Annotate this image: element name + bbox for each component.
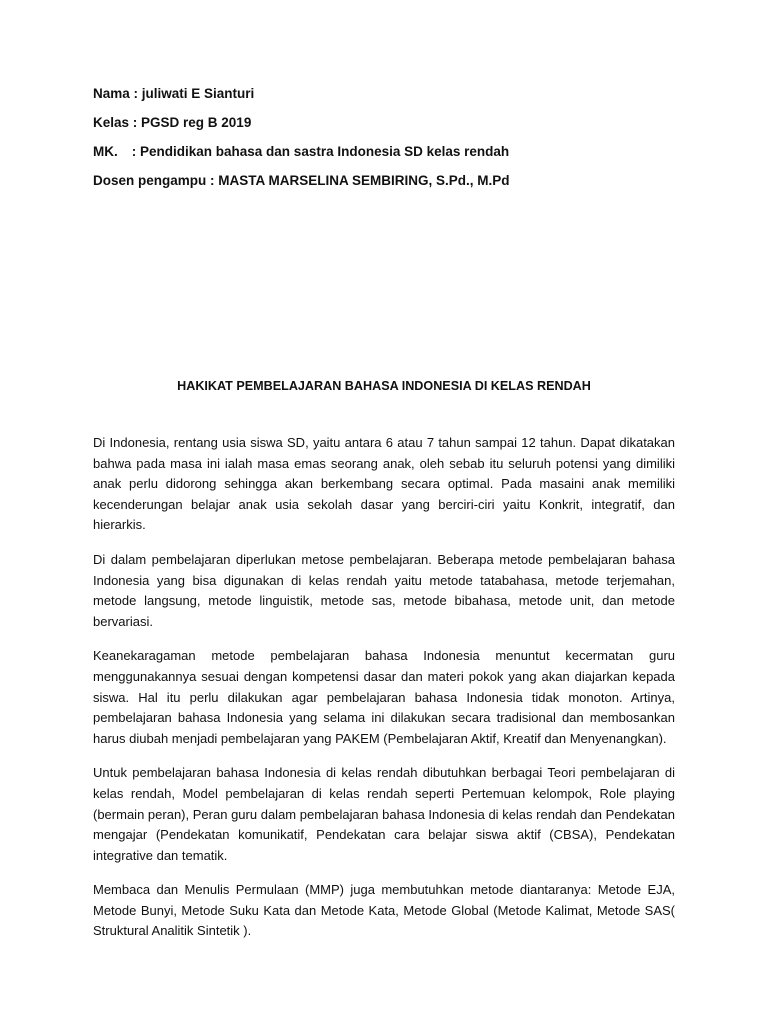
student-info-header: [93, 86, 693, 202]
lecturer-line: Dosen pengampu : MASTA MARSELINA SEMBIRING, S.Pd., M.Pd: [93, 173, 510, 188]
student-name: Nama : juliwati E Sianturi: [93, 86, 255, 101]
paragraph-5: Membaca dan Menulis Permulaan (MMP) juga membutuhkan metode diantaranya: Metode EJA, Metode Bunyi, Metode Suku Kata dan Metode Kata, Metode Global (Metode Kalimat, Metode SAS( Struktural Analitik Sintetik ).: [93, 882, 675, 939]
paragraph-1: Di Indonesia, rentang usia siswa SD, yaitu antara 6 atau 7 tahun sampai 12 tahun. Dapat dikatakan bahwa pada masa ini ialah masa emas seorang anak, oleh sebab itu seluruh potensi yang dimiliki anak perlu didorong sehingga akan berkembang secara optimal. Pada masaini anak memiliki kecenderungan belajar anak usia sekolah dasar yang berciri-ciri yaitu Konkrit, integratif, dan hierarkis.: [93, 435, 675, 533]
course-line: [93, 144, 693, 160]
document-body: [93, 433, 675, 956]
paragraph-4: Untuk pembelajaran bahasa Indonesia di kelas rendah dibutuhkan berbagai Teori pembelajaran di kelas rendah, Model pembelajaran di kelas rendah seperti Pertemuan kelompok, Role playing (bermain peran), Peran guru dalam pembelajaran bahasa Indonesia di kelas rendah dan Pendekatan mengajar (Pendekatan komunikatif, Pendekatan cara belajar siswa aktif (CBSA), Pendekatan integrative dan tematik.: [93, 765, 675, 863]
student-class: Kelas : PGSD reg B 2019: [93, 115, 252, 130]
document-title: HAKIKAT PEMBELAJARAN BAHASA INDONESIA DI KELAS RENDAH: [177, 379, 591, 393]
paragraph-2: Di dalam pembelajaran diperlukan metose pembelajaran. Beberapa metode pembelajaran bahasa Indonesia yang bisa digunakan di kelas rendah yaitu metode tatabahasa, metode terjemahan, metode langsung, metode linguistik, metode sas, metode bibahasa, metode unit, dan metode bervariasi.: [93, 551, 675, 629]
course-label: MK.: [93, 144, 118, 159]
paragraph-3: Keanekaragaman metode pembelajaran bahasa Indonesia menuntut kecermatan guru menggunakannya sesuai dengan kompetensi dasar dan materi pokok yang akan diajarkan kepada siswa. Hal itu perlu dilakukan agar pembelajaran bahasa Indonesia tidak monoton. Artinya, pembelajaran bahasa Indonesia yang selama ini dilakukan secara tradisional dan membosankan harus diubah menjadi pembelajaran yang PAKEM (Pembelajaran Aktif, Kreatif dan Menyenangkan).: [93, 648, 675, 746]
course-name: : Pendidikan bahasa dan sastra Indonesia SD kelas rendah: [131, 144, 510, 159]
